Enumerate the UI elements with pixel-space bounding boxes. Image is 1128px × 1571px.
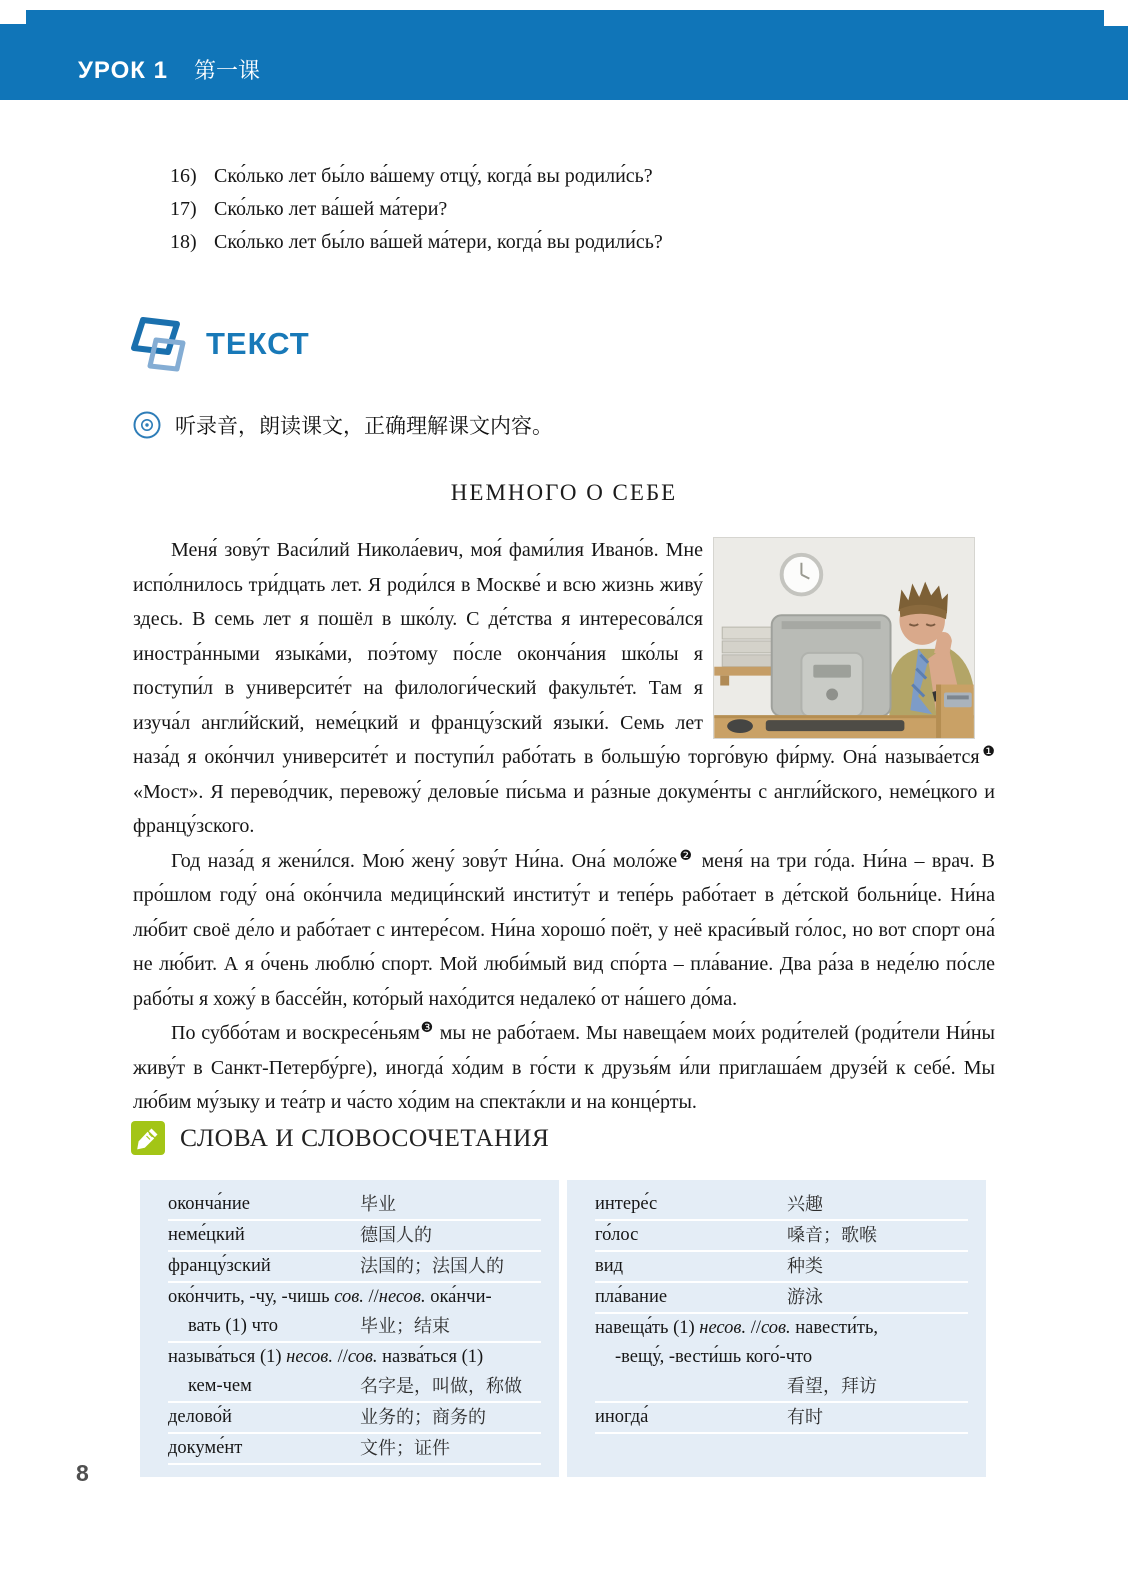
vocab-russian: называ́ться (1) несов. //сов. назва́ться (1) xyxy=(168,1347,484,1367)
lesson-number-label-zh: 第一课 xyxy=(193,58,260,83)
vocab-russian: кем-чем xyxy=(188,1376,252,1396)
vocab-row xyxy=(168,1283,541,1312)
pencil-icon xyxy=(131,1121,165,1155)
vocab-row xyxy=(168,1343,541,1372)
vocab-chinese: 看望，拜访 xyxy=(787,1376,877,1396)
vocab-chinese: 有时 xyxy=(787,1407,823,1427)
audio-instruction-text: 听录音，朗读课文，正确理解课文内容。 xyxy=(175,415,553,438)
vocab-russian: -вещу́, -вести́шь кого́-что xyxy=(615,1347,813,1367)
lesson-header xyxy=(78,54,260,85)
text-section-header xyxy=(130,315,310,373)
vocab-row xyxy=(168,1252,541,1283)
vocab-chinese: 兴趣 xyxy=(787,1194,823,1214)
vocab-chinese: 法国的；法国人的 xyxy=(360,1256,504,1276)
footnote-marker: ❸ xyxy=(419,1020,434,1036)
reading-paragraph: По суббо́там и воскресе́ньям$^❸$ мы не рабо́таем. Мы навеща́ем мои́х роди́телей (роди́тели Ни́ны живу́т в Санкт-Петербу́рге), иногда́ хо́дим в го́сти к друзья́м и́ли приглаша́ем друзе́й к себе́. Мы лю́бим му́зыку и теа́тр и ча́сто хо́дим на спекта́кли и на конце́рты. xyxy=(133,1020,995,1113)
vocab-russian: око́нчить, -чу, -чишь сов. //несов. ока́нчи- xyxy=(168,1287,492,1307)
vocab-row xyxy=(595,1283,968,1314)
vocab-chinese: 种类 xyxy=(787,1256,823,1276)
vocab-russian: францу́зский xyxy=(168,1256,271,1276)
page-corner-notch xyxy=(1104,0,1128,26)
question-number: 18) xyxy=(170,231,197,253)
vocab-chinese: 毕业；结束 xyxy=(360,1316,450,1336)
footnote-marker: ❷ xyxy=(677,847,695,864)
question-item xyxy=(170,162,990,195)
reading-paragraph: Год наза́д я жени́лся. Мою́ жену́ зову́т Ни́на. Она́ моло́же$^❷$ меня́ на три го́да. Ни́на – врач. В про́шлом году́ она́ око́нчила медици́нский институ́т и тепе́рь рабо́тает в де́тской больни́це. Ни́на лю́бит своё де́ло и рабо́тает с интере́сом. Ни́на хорошо́ поёт, у неё краси́вый го́лос, но вот спорт она́ не лю́бит. А я о́чень люблю́ спорт. Мой люби́мый вид спо́рта – пла́вание. Два ра́за в неде́лю по́сле рабо́ты я хожу́ в бассе́йн, кото́рый нахо́дится недалеко́ от на́шего до́ма. xyxy=(133,847,996,1010)
question-item xyxy=(170,228,990,261)
vocab-row xyxy=(595,1403,968,1434)
vocab-column-left xyxy=(140,1180,559,1477)
office-photo-illustration xyxy=(714,538,974,738)
vocab-row xyxy=(168,1190,541,1221)
vocab-row xyxy=(168,1403,541,1434)
vocab-row xyxy=(168,1221,541,1252)
vocab-russian: интере́с xyxy=(595,1194,658,1214)
vocab-chinese: 名字是，叫做，称做 xyxy=(360,1376,522,1396)
lesson-header-bar xyxy=(0,10,1128,100)
vocab-row xyxy=(595,1190,968,1221)
page-corner-notch xyxy=(0,0,26,24)
vocab-russian: иногда́ xyxy=(595,1407,649,1427)
vocab-russian: неме́цкий xyxy=(168,1225,245,1245)
reading-paragraph: Меня́ зову́т Васи́лий Никола́евич, моя́ фами́лия Ивано́в. Мне испо́лнилось три́дцать лет. Я роди́лся в Москве́ и всю жизнь живу́ здесь. В семь лет я пошёл в шко́лу. С де́тства я интересова́лся иностра́нными языка́ми, поэ́тому по́сле оконча́ния шко́лы я поступи́л в университе́т на филологи́ческий факульте́т. Там я изуча́л англи́йский, неме́цкий и францу́зский языки́. Семь лет наза́д я око́нчил университе́т и поступи́л рабо́тать в большу́ю торго́вую фи́рму. Она́ называ́ется$^❶$ «Мост». Я перево́дчик, перевожу́ деловы́е пи́сьма и ра́зные докуме́нты с англи́йского, неме́цкого и францу́зского. xyxy=(133,539,995,837)
question-text: Ско́лько лет бы́ло ва́шему отцу́, когда́ вы родили́сь? xyxy=(214,165,653,187)
question-item xyxy=(170,195,990,228)
vocab-chinese: 业务的；商务的 xyxy=(360,1407,486,1427)
vocab-russian: го́лос xyxy=(595,1225,639,1245)
vocab-chinese: 文件；证件 xyxy=(360,1438,450,1458)
question-text: Ско́лько лет бы́ло ва́шей ма́тери, когда́ вы родили́сь? xyxy=(214,231,663,253)
page-number: 8 xyxy=(76,1460,89,1486)
question-number: 16) xyxy=(170,165,197,187)
vocab-row xyxy=(595,1343,968,1372)
vocab-column-right xyxy=(567,1180,986,1477)
vocab-row xyxy=(168,1312,541,1343)
vocab-russian: пла́вание xyxy=(595,1287,668,1307)
vocab-russian: оконча́ние xyxy=(168,1194,250,1214)
vocab-section-header xyxy=(131,1121,549,1155)
vocab-chinese: 游泳 xyxy=(787,1287,823,1307)
vocab-row xyxy=(595,1314,968,1343)
vocab-chinese: 毕业 xyxy=(360,1194,396,1214)
photo-man-at-computer xyxy=(713,537,975,739)
vocab-row xyxy=(168,1434,541,1465)
footnote-marker: ❶ xyxy=(979,744,995,760)
vocab-russian: вид xyxy=(595,1256,624,1276)
text-section-title: ТЕКСТ xyxy=(206,326,310,361)
vocab-chinese: 德国人的 xyxy=(360,1225,432,1245)
vocab-row xyxy=(595,1252,968,1283)
question-number: 17) xyxy=(170,198,197,220)
reading-title: НЕМНОГО О СЕБЕ xyxy=(450,480,678,505)
questions-list xyxy=(170,162,990,261)
vocab-russian: делово́й xyxy=(168,1407,232,1427)
vocab-russian: докуме́нт xyxy=(168,1438,243,1458)
vocab-row xyxy=(595,1221,968,1252)
vocab-russian: вать (1) что xyxy=(188,1316,278,1336)
vocab-section-title: СЛОВА И СЛОВОСОЧЕТАНИЯ xyxy=(180,1123,550,1152)
vocab-row xyxy=(168,1372,541,1403)
vocab-chinese: 嗓音；歌喉 xyxy=(787,1225,877,1245)
question-text: Ско́лько лет ва́шей ма́тери? xyxy=(214,198,448,220)
lesson-number-label: УРОК 1 xyxy=(78,57,168,84)
audio-instruction xyxy=(132,410,553,440)
cd-icon xyxy=(132,410,162,440)
pages-icon xyxy=(130,315,186,373)
vocab-row xyxy=(595,1372,968,1403)
vocab-table xyxy=(140,1180,986,1477)
reading-text-block xyxy=(133,479,995,1120)
vocab-russian: навеща́ть (1) несов. //сов. навести́ть, xyxy=(595,1318,879,1338)
